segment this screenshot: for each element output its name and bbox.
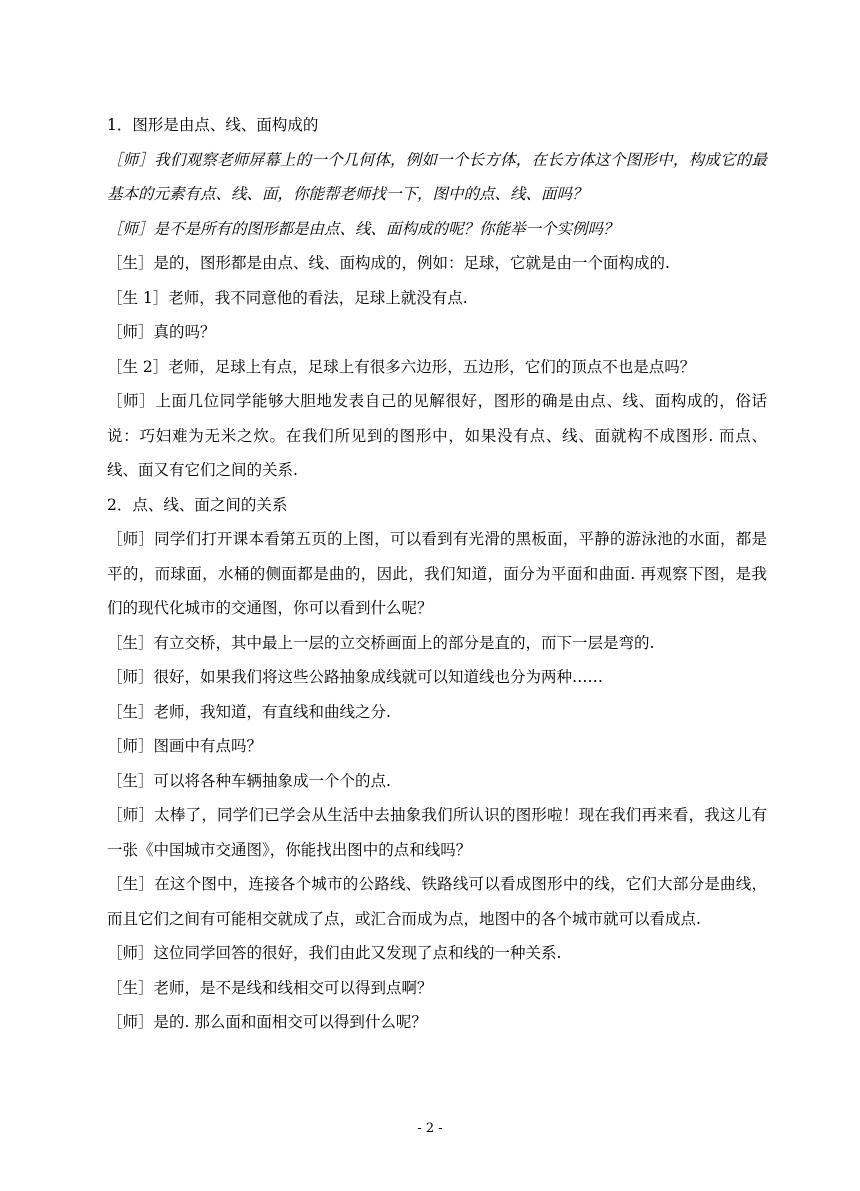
dialogue-paragraph: ［生］老师，我知道，有直线和曲线之分.: [107, 702, 391, 721]
dialogue-paragraph: ［生］老师，是不是线和线相交可以得到点啊？: [107, 978, 433, 997]
dialogue-paragraph: ［生］是的，图形都是由点、线、面构成的，例如：足球，它就是由一个面构成的.: [107, 254, 670, 272]
dialogue-paragraph: ［师］图画中有点吗？: [107, 737, 263, 755]
dialogue-paragraph: ［生 1］老师，我不同意他的看法，足球上就没有点.: [107, 288, 468, 307]
dialogue-paragraph: ［师］这位同学回答的很好，我们由此又发现了点和线的一种关系.: [107, 944, 562, 962]
dialogue-paragraph: ［生］在这个图中，连接各个城市的公路线、铁路线可以看成图形中的线，它们大部分是曲线，而且它们之间有可能相交就成了点，或汇合而成为点，地图中的各个城市就可以看成点.: [107, 875, 767, 928]
dialogue-paragraph: ［师］我们观察老师屏幕上的一个几何体，例如一个长方体，在长方体这个图形中，构成它的最基本的元素有点、线、面，你能帮老师找一下，图中的点、线、面吗？: [107, 150, 767, 203]
dialogue-paragraph: ［生］可以将各种车辆抽象成一个个的点.: [107, 771, 391, 790]
dialogue-paragraph: ［师］是的. 那么面和面相交可以得到什么呢？: [107, 1013, 427, 1031]
dialogue-paragraph: ［生 2］老师，足球上有点，足球上有很多六边形，五边形，它们的顶点不也是点吗？: [107, 357, 696, 376]
page-number: - 2 -: [417, 1121, 443, 1136]
section-heading: 1．图形是由点、线、面构成的: [107, 116, 319, 134]
dialogue-paragraph: ［师］真的吗？: [107, 323, 216, 341]
dialogue-paragraph: ［师］同学们打开课本看第五页的上图，可以看到有光滑的黑板面，平静的游泳池的水面，都是平的，而球面，水桶的侧面都是曲的，因此，我们知道，面分为平面和曲面. 再观察下图，是我们的现代化城市的交通图，你可以看到什么呢？: [107, 530, 767, 617]
dialogue-paragraph: ［师］太棒了，同学们已学会从生活中去抽象我们所认识的图形啦！现在我们再来看，我这儿有一张《中国城市交通图》，你能找出图中的点和线吗？: [107, 806, 767, 859]
section-heading: 2．点、线、面之间的关系: [107, 495, 288, 514]
dialogue-paragraph: ［师］上面几位同学能够大胆地发表自己的见解很好，图形的确是由点、线、面构成的，俗话说：巧妇难为无米之炊。在我们所见到的图形中，如果没有点、线、面就构不成图形. 而点、线、面又有它们之间的关系.: [107, 392, 767, 479]
dialogue-paragraph: ［师］是不是所有的图形都是由点、线、面构成的呢？你能举一个实例吗？: [107, 219, 619, 238]
dialogue-paragraph: ［生］有立交桥，其中最上一层的立交桥画面上的部分是直的，而下一层是弯的.: [107, 633, 655, 652]
dialogue-paragraph: ［师］很好，如果我们将这些公路抽象成线就可以知道线也分为两种……: [107, 668, 604, 686]
document-body: [107, 108, 767, 1040]
